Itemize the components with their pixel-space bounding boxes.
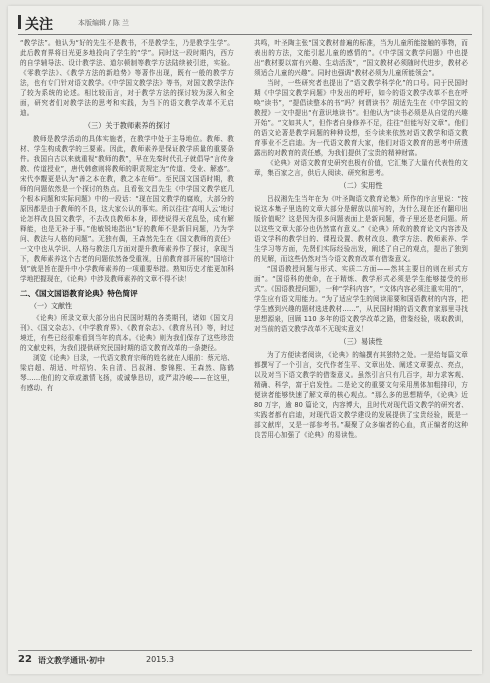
journal-page bbox=[8, 6, 482, 674]
publication-name: 语文教学通讯·初中 bbox=[38, 656, 106, 665]
issue-date: 2015.3 bbox=[146, 655, 174, 664]
body-paragraph: 《论典》对语文教育史研究也极有价值，它汇集了大量有代表性的文章，集百家之言，供后人阅读、研究和思考。 bbox=[254, 159, 468, 177]
page-number: 22 bbox=[18, 654, 32, 665]
subsection-heading: （一）文献性 bbox=[30, 302, 72, 310]
editor-credit: 本版编辑 / 陈 兰 bbox=[78, 19, 130, 27]
page-footer bbox=[18, 650, 472, 667]
right-column bbox=[254, 38, 468, 440]
subsection-heading: （三）易读性 bbox=[339, 337, 383, 346]
body-paragraph: 教师是教学活动的具体实施者，在教学中处于主导地位。教师、教材、学生构成教学的三要素。因此，教师素养是保证教学质量的重要条件。我国自古以来就重视“教师的教”，早在先秦时代孔子就倡导“言传身教、传道授业”，唐代韩愈则将教师的职责规定为“传道、受业、解惑”。宋代李觏更是认为“善之本在教，教之本在师”。至民国文国语时期，教师的问题依然是一个探讨的热点。且看张文昌先生《中学国文教学底几个根本问题和实际问题》中的一段话：“现在国文教学的腐败，大部分的原因都是由于教师的不良，这大家公认的事实。所以往往‘高明人云’地讨论怎样改良国文教学，不去改良教师本身，即使说得天花乱坠，成有解释能，也是无补于事。”他敏锐地指出“好的教师不是新旧问题，乃为学问、教法与人格的问题”。无独有偶，王森然先生在《国文教师的责任》一文中也从学识、人格与教法几方面对提升教师素养作了探讨，拿现当下，教师素养这个古老的问题依然备受重视，日前教育部开展的“国培计划”就是旨在提升中小学教师素养的一项重要举措。熟知历史才能更加科学地把握现在，《论典》中涉及教师素养的文章不得不读！ bbox=[20, 135, 234, 283]
page-header bbox=[18, 12, 472, 35]
subsection-heading: （二）实用性 bbox=[339, 181, 383, 190]
body-paragraph: 为了方便读者阅读，《论典》的编撰有其独特之处。一是给每篇文章都撰写了一个引言，交代作者生平、文章出处、阐述文章要点、亮点，以及对当下语文教学的借鉴意义。虽然引言只有几百字，却力求客观、精确、科学，富于启发性。二是论文的重要文句采用黑体加粗排印，方便读者能够快速了解文章的核心观点。“那么多的思想精华，《论典》近 80 万字，逾 80 篇论文，内容博大，且时代对现代语文教学的研究者、实践者都有启迪，对现代语文教学建设的发展提供了宝贵经验，既是一部文献库，又是一部参考书。”凝聚了众多编者的心血，真正编者的这种良苦用心加强了《论典》的易读性。 bbox=[254, 351, 468, 439]
subsection-heading: （三）关于教师素养的探讨 bbox=[83, 121, 171, 130]
body-paragraph: 共鸣，叶圣陶主张“国文教材普遍的标准，当为儿童所能接触的事物，而表出的方法，文能引起儿童的感情的”。《中学国文教学问题》中也提出“教材要以富有兴趣、生动活泼”，“国文教材必须随时代进步，教材必须适合儿童的兴趣”。同时也强调“教材必须为儿童所能领会”。 bbox=[254, 39, 468, 77]
section-title: 关注 bbox=[25, 17, 53, 33]
body-paragraph: 《论典》所录文章大部分出自民国时期的各类期刊，诸如《国文月刊》、《国文杂志》、《中学教育界》、《教育杂志》、《教育丛刊》等，时过境迁，有些已经很难看到当年的真本。《论典》则为我们保存了这些珍贵的文献史料，为我们提供研究民国时期的语文教育改革的一条捷径。 bbox=[20, 314, 234, 352]
body-paragraph: “教学法”。他认为“好的先生不是教书，不是教学生，乃是教学生学”。此后教育界将目光更多地投向了学生的“学”。同时这一段时期内，西方的自学辅导法、设计教学法、道尔顿制等教学方法陆续被引进，实验。《零教学法》、《教学方法的新趋势》等著作出现，既有一般的教学方法，也有专门针对语文教学。《中学国文教学法》等书，对国文教学法作了较为系统的论述。相比较而言，对于教学方法的探讨较为深入和全面，研究者们对教学法的思考和实践，为当下的语文教学改革不无启迪。 bbox=[20, 39, 234, 117]
left-column bbox=[20, 38, 234, 393]
body-paragraph: 浏览《论典》目录，一代语文教育宗师的姓名就在人眼前：蔡元培、梁启超、胡适、叶绍钧、朱自清、吕叔湘、黎锦熙、王森然、陈鹤琴……他们的文章或激情飞扬，或诚挚恳切，或严肃冷峻——在这里，有感动、有 bbox=[20, 354, 234, 392]
body-paragraph: 吕叔湘先生当年在为《叶圣陶语文教育论集》所作的序言里说：“按说这本集子里选的文章大部分是解放以前写的，为什么现在还有翻印出版价值呢？这是因为很多问题表面上是新问题，骨子里还是老问题。所以这些文章大部分也仍然富有意义。”《论典》所收的教育论文内容涉及语文学科的教学目的、课程设置、教材改良、教学方法、教师素养、学生学习等方面，先贤们实际经验出发，阐述了自己的观点，提出了独到的见解，而这些仍然对当今语文教育改革有借鉴意义。 bbox=[254, 195, 468, 263]
body-paragraph: “国语教授问题与形式、实质二方面——然其主要目的则在形式方面”。“国语科的使命，在于精炼、教学形式必须是学生能够接受的形式”。《国语教授问题》，一种“学科内容”，“文体内容必须注重实用的”，学生应有语文用能力。“为了适应学生的阅读需要和国语教材的内容，把学生感到兴趣的题材选进教材……”，从民国时期的语文教育家那里寻找思想源泉，回顾 110 多年的语文教学改革之路，借鉴经验，吸取教训，对当前的语文教学改革不无现实意义！ bbox=[254, 265, 468, 333]
body-paragraph: 当时，一些研究者也提出了“语文教学科学化”的口号。同于民国时期《中学国文教学问题》中发出的呼吁，如今的语文教学改革不也在呼唤“读书”，“提倡读整本的书”吗？何谓读书？胡适先生在《中学国文的教授》一文中提出“有意识地读书”。但他认为“读书必须是从自觉的兴趣开始”。“文如其人”，但作者自身修养不足，往往“但能写好文章”。他们的语文论著是教学问题的种种设想，至今读来依然对语文教学和语文教育事业不乏启迪。为一代语文教育大家，他们对语文教育的思考中所透露出的对教育的责任感，为我们提供了宝贵的精神财富。 bbox=[254, 79, 468, 157]
section-heading: 二、《国文国语教育论典》特色简评 bbox=[20, 289, 138, 298]
